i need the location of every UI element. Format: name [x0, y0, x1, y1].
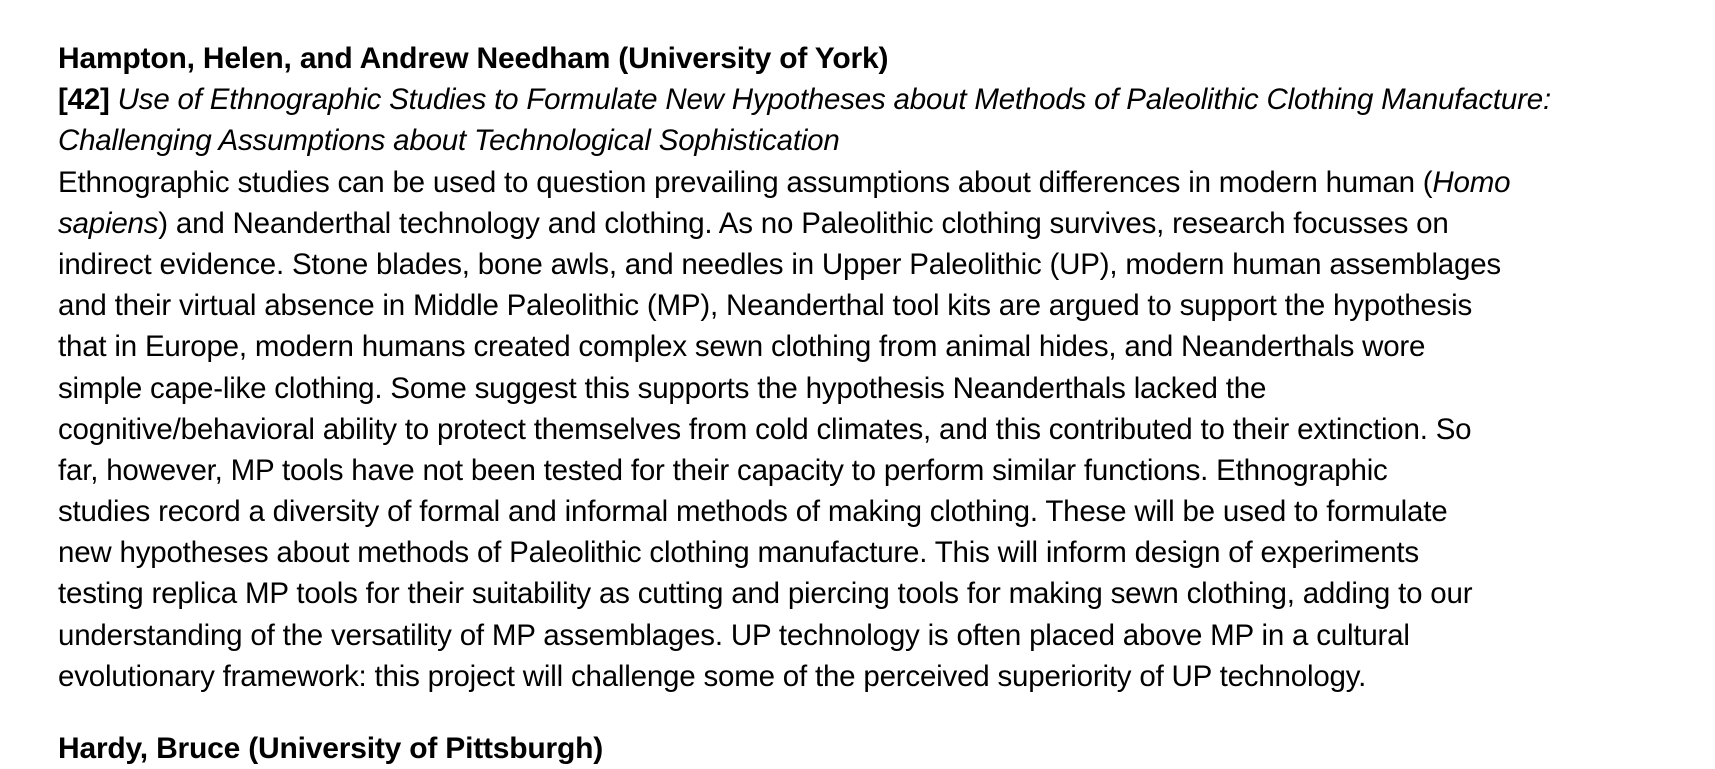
abstract-line-1	[58, 162, 1698, 203]
abstract-line: simple cape-like clothing. Some suggest this supports the hypothesis Neanderthals lacked the	[58, 371, 1267, 405]
abstract-line: new hypotheses about methods of Paleolithic clothing manufacture. This will inform design of experiments	[58, 536, 1419, 570]
abstract-line: far, however, MP tools have not been tested for their capacity to perform similar functions. Ethnographic	[58, 453, 1388, 487]
abstract-line: that in Europe, modern humans created complex sewn clothing from animal hides, and Neanderthals wore	[58, 330, 1426, 364]
abstract-line-2-italic: sapiens	[58, 206, 159, 240]
abstract-line-1-text: Ethnographic studies can be used to question prevailing assumptions about differences in modern human (	[58, 165, 1433, 199]
abstract-line: studies record a diversity of formal and informal methods of making clothing. These will be used to formulate	[58, 495, 1448, 529]
abstract-line: testing replica MP tools for their suitability as cutting and piercing tools for making sewn clothing, adding to our	[58, 577, 1473, 611]
abstract-line: understanding of the versatility of MP assemblages. UP technology is often placed above MP in a cultural	[58, 618, 1410, 652]
entry-title-line-2: Challenging Assumptions about Technological Sophistication	[58, 124, 840, 158]
abstract-line: evolutionary framework: this project will challenge some of the perceived superiority of UP technology.	[58, 659, 1367, 693]
abstract-line: indirect evidence. Stone blades, bone awls, and needles in Upper Paleolithic (UP), modern human assemblages	[58, 247, 1501, 281]
abstract-line-2-text: ) and Neanderthal technology and clothing. As no Paleolithic clothing survives, research focusses on	[158, 206, 1449, 240]
abstract-line: and their virtual absence in Middle Paleolithic (MP), Neanderthal tool kits are argued to support the hypothesis	[58, 289, 1473, 323]
entry-title-text-1: Use of Ethnographic Studies to Formulate New Hypotheses about Methods of Paleolithic Clothing Manufacture:	[117, 83, 1551, 117]
next-entry-authors: Hardy, Bruce (University of Pittsburgh)	[58, 732, 604, 765]
abstract-entry	[58, 38, 1698, 697]
entry-authors: Hampton, Helen, and Andrew Needham (University of York)	[58, 42, 889, 75]
entry-number: [42]	[58, 83, 110, 117]
abstract-line: cognitive/behavioral ability to protect themselves from cold climates, and this contributed to their extinction. So	[58, 412, 1472, 446]
abstract-line-2	[58, 203, 1698, 244]
abstract-line-1-italic: Homo	[1432, 165, 1511, 199]
entry-title-line-1	[58, 79, 1698, 120]
